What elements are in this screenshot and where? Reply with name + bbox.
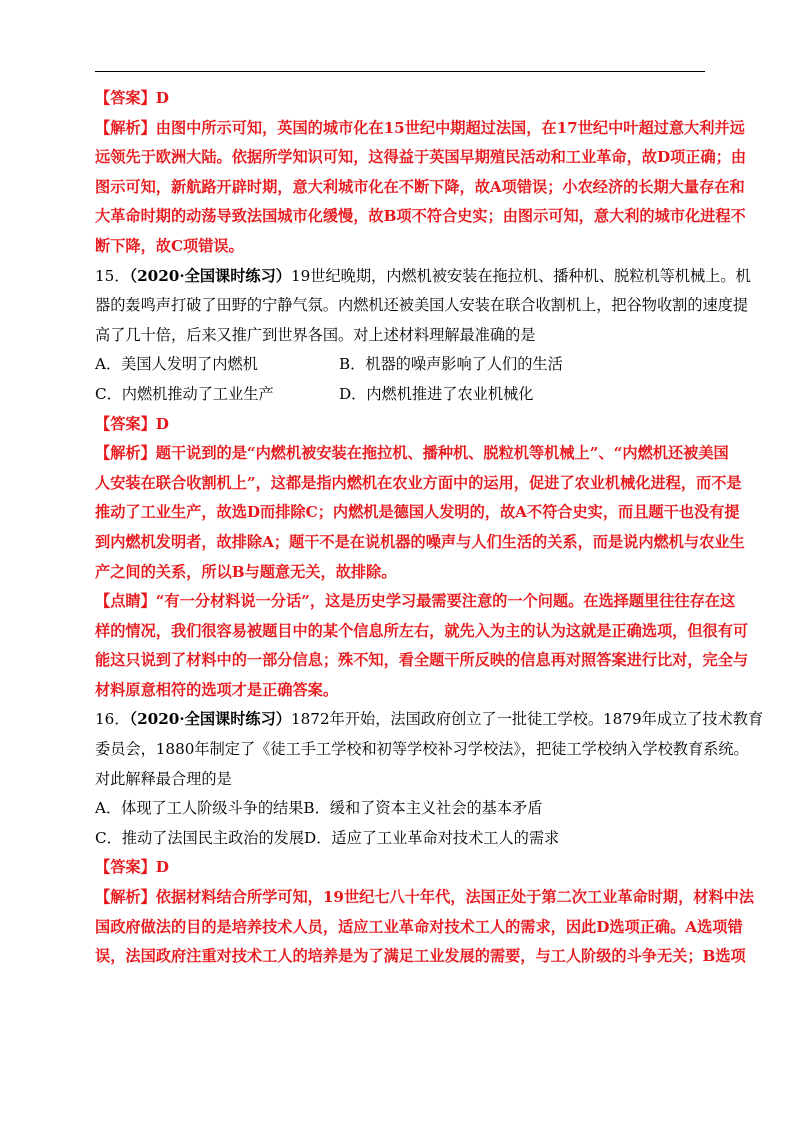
q14-analysis-line: 大革命时期的动荡导致法国城市化缓慢，故B项不符合史实；由图示可知，意大利的城市化进程不: [95, 207, 746, 226]
q14-analysis-line: 远领先于欧洲大陆。依据所学知识可知，这得益于英国早期殖民活动和工业革命，故D项正确；由: [95, 148, 747, 167]
q15-analysis-line: 【解析】题干说到的是“内燃机被安装在拖拉机、播种机、脱粒机等机械上”、“内燃机还被美国: [95, 444, 729, 463]
q15-tip-line: 材料原意相符的选项才是正确答案。: [95, 680, 338, 699]
q15-options-row: [95, 354, 707, 374]
q14-analysis-line: 图示可知，新航路开辟时期，意大利城市化在不断下降，故A项错误；小农经济的长期大量存在和: [95, 177, 745, 196]
header-rule: [95, 71, 705, 72]
q16-stem-line: 对此解释最合理的是: [95, 769, 232, 788]
q15-option-d: D．内燃机推进了农业机械化: [339, 384, 534, 403]
q15-option-c: C．内燃机推动了工业生产: [95, 384, 274, 403]
q15-analysis-line: 推动了工业生产，故选D而排除C；内燃机是德国人发明的，故A不符合史实，而且题干也没有提: [95, 503, 740, 522]
q16-options-ab: A．体现了工人阶级斗争的结果B．缓和了资本主义社会的基本矛盾: [95, 799, 543, 818]
q15-option-a: A．美国人发明了内燃机: [95, 355, 258, 374]
q16-stem-line: [95, 709, 764, 729]
q14-analysis-line: 【解析】由图中所示可知，英国的城市化在15世纪中期超过法国，在17世纪中叶超过意大利并远: [95, 118, 745, 137]
q15-tip-line: 能这只说到了材料中的一部分信息；殊不知，看全题干所反映的信息再对照答案进行比对，完全与: [95, 651, 749, 670]
q15-tip-line: 样的情况，我们很容易被题目中的某个信息所左右，就先入为主的认为这就是正确选项，但很有可: [95, 621, 749, 640]
q15-option-b: B．机器的噪声影响了人们的生活: [339, 355, 563, 374]
q15-answer: 【答案】D: [95, 414, 169, 433]
q15-source: （2020·全国课时练习）: [129, 266, 291, 285]
q15-analysis-line: 到内燃机发明者，故排除A；题干不是在说机器的噪声与人们生活的关系，而是说内燃机与农业生: [95, 532, 745, 551]
q15-analysis-line: 人安装在联合收割机上”，这都是指内燃机在农业方面中的运用，促进了农业机械化进程，而不是: [95, 473, 742, 492]
q16-analysis-line: 误，法国政府注重对技术工人的培养是为了满足工业发展的需要，与工人阶级的斗争无关；B选项: [95, 947, 746, 966]
q15-stem-line: 高了几十倍，后来又推广到世界各国。对上述材料理解最准确的是: [95, 325, 536, 344]
q15-analysis-line: 产之间的关系，所以B与题意无关，故排除。: [95, 562, 397, 581]
q15-stem-line: [95, 266, 751, 286]
document-body: [95, 88, 764, 976]
q16-source: （2020·全国课时练习）: [129, 710, 291, 729]
q15-number: 15．: [95, 266, 130, 285]
q14-answer: 【答案】D: [95, 89, 169, 107]
q16-number: 16．: [95, 710, 130, 729]
q16-stem-line: 委员会，1880年制定了《徒工手工学校和初等学校补习学校法》，把徒工学校纳入学校教育系统。: [95, 740, 749, 759]
q16-stem-text: 1872年开始，法国政府创立了一批徒工学校。1879年成立了技术教育: [290, 710, 764, 729]
q15-options-row: [95, 384, 707, 404]
q14-analysis-line: 断下降，故C项错误。: [95, 236, 244, 255]
q15-stem-line: 器的轰鸣声打破了田野的宁静气氛。内燃机还被美国人安装在联合收割机上，把谷物收割的速度提: [95, 296, 749, 315]
q16-analysis-line: 国政府做法的目的是培养技术人员，适应工业革命对技术工人的需求，因此D选项正确。A选项错: [95, 917, 743, 936]
q16-options-cd: C．推动了法国民主政治的发展D．适应了工业革命对技术工人的需求: [95, 828, 560, 847]
q16-analysis-line: 【解析】依据材料结合所学可知，19世纪七八十年代，法国正处于第二次工业革命时期，材料中法: [95, 888, 755, 907]
q15-tip-line: 【点睛】“有一分材料说一分话”，这是历史学习最需要注意的一个问题。在选择题里往往存在这: [95, 592, 736, 611]
q15-stem-text: 19世纪晚期，内燃机被安装在拖拉机、播种机、脱粒机等机械上。机: [290, 266, 751, 285]
q16-answer: 【答案】D: [95, 858, 169, 877]
